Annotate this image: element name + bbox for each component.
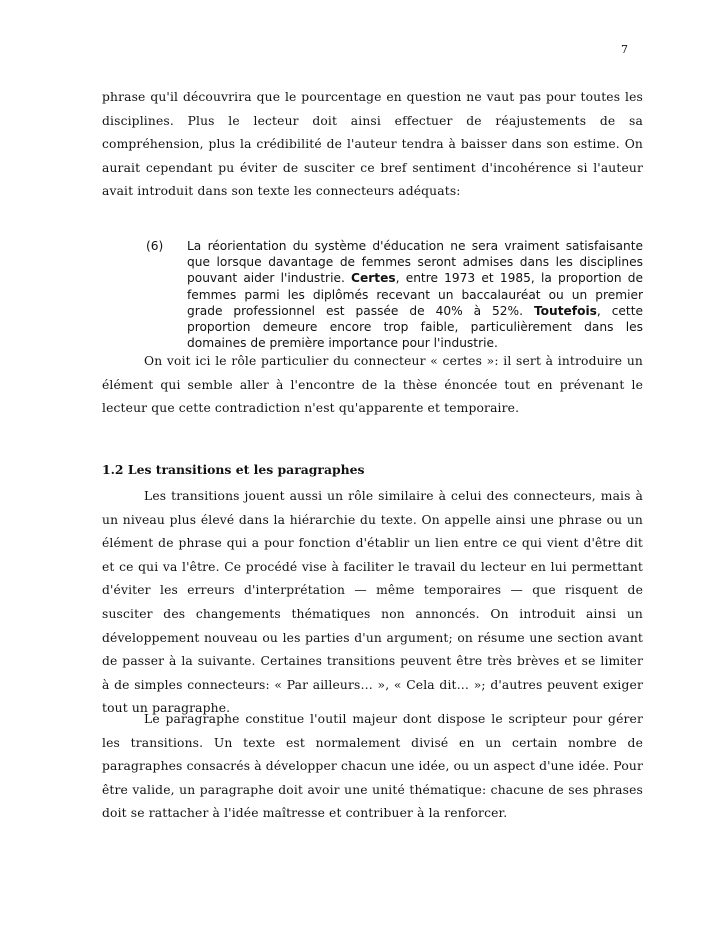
example-text [187, 238, 643, 351]
example-quote [146, 238, 643, 351]
paragraph-1: phrase qu'il découvrira que le pourcentage en question ne vaut pas pour toutes les disciplines. Plus le lecteur doit ainsi effectuer de réajustements de sa compréhension, plus la crédibilité de l'auteur tendra à baisser dans son estime. On aurait cependant pu éviter de susciter ce bref sentiment d'incohérence si l'auteur avait introduit dans son texte les connecteurs adéquats: [102, 90, 643, 199]
paragraph-4: Le paragraphe constitue l'outil majeur dont dispose le scripteur pour gérer les transitions. Un texte est normalement divisé en un certain nombre de paragraphes consacrés à développer chacun une idée, ou un aspect d'une idée. Pour être valide, un paragraphe doit avoir une unité thématique: chacune de ses phrases doit se rattacher à l'idée maîtresse et contribuer à la renforcer. [102, 712, 643, 821]
example-text-part-3: , cette proportion demeure encore trop faible, particulièrement dans les domaines de première importance pour l'industrie. [187, 303, 643, 351]
bold-connector-toutefois: Toutefois [533, 303, 597, 318]
page-number: 7 [621, 43, 628, 56]
example-text-part-1: La réorientation du système d'éducation ne sera vraiment satisfaisante que lorsque davantage de femmes seront admises dans les disciplines pouvant aider l'industrie. [187, 239, 643, 286]
bold-connector-certes: Certes [351, 271, 396, 286]
section-heading: 1.2 Les transitions et les paragraphes [102, 462, 365, 477]
example-number: (6) [146, 239, 164, 253]
paragraph-3: Les transitions jouent aussi un rôle similaire à celui des connecteurs, mais à un niveau plus élevé dans la hiérarchie du texte. On appelle ainsi une phrase ou un élément de phrase qui a pour fonction d'établir un lien entre ce qui vient d'être dit et ce qui va l'être. Ce procédé vise à faciliter le travail du lecteur en lui permettant d'éviter les erreurs d'interprétation — même temporaires — que risquent de susciter des changements thématiques non annoncés. On introduit ainsi un développement nouveau ou les parties d'un argument; on résume une section avant de passer à la suivante. Certaines transitions peuvent être très brèves et se limiter à de simples connecteurs: « Par ailleurs… », « Cela dit… »; d'autres peuvent exiger tout un paragraphe. [102, 489, 643, 716]
paragraph-2: On voit ici le rôle particulier du connecteur « certes »: il sert à introduire un élément qui semble aller à l'encontre de la thèse énoncée tout en prévenant le lecteur que cette contradiction n'est qu'apparente et temporaire. [102, 354, 643, 416]
example-text-part-2: , entre 1973 et 1985, la proportion de femmes parmi les diplômés recevant un baccalauréat ou un premier grade professionnel est passée de 40% à 52%. [187, 271, 643, 318]
